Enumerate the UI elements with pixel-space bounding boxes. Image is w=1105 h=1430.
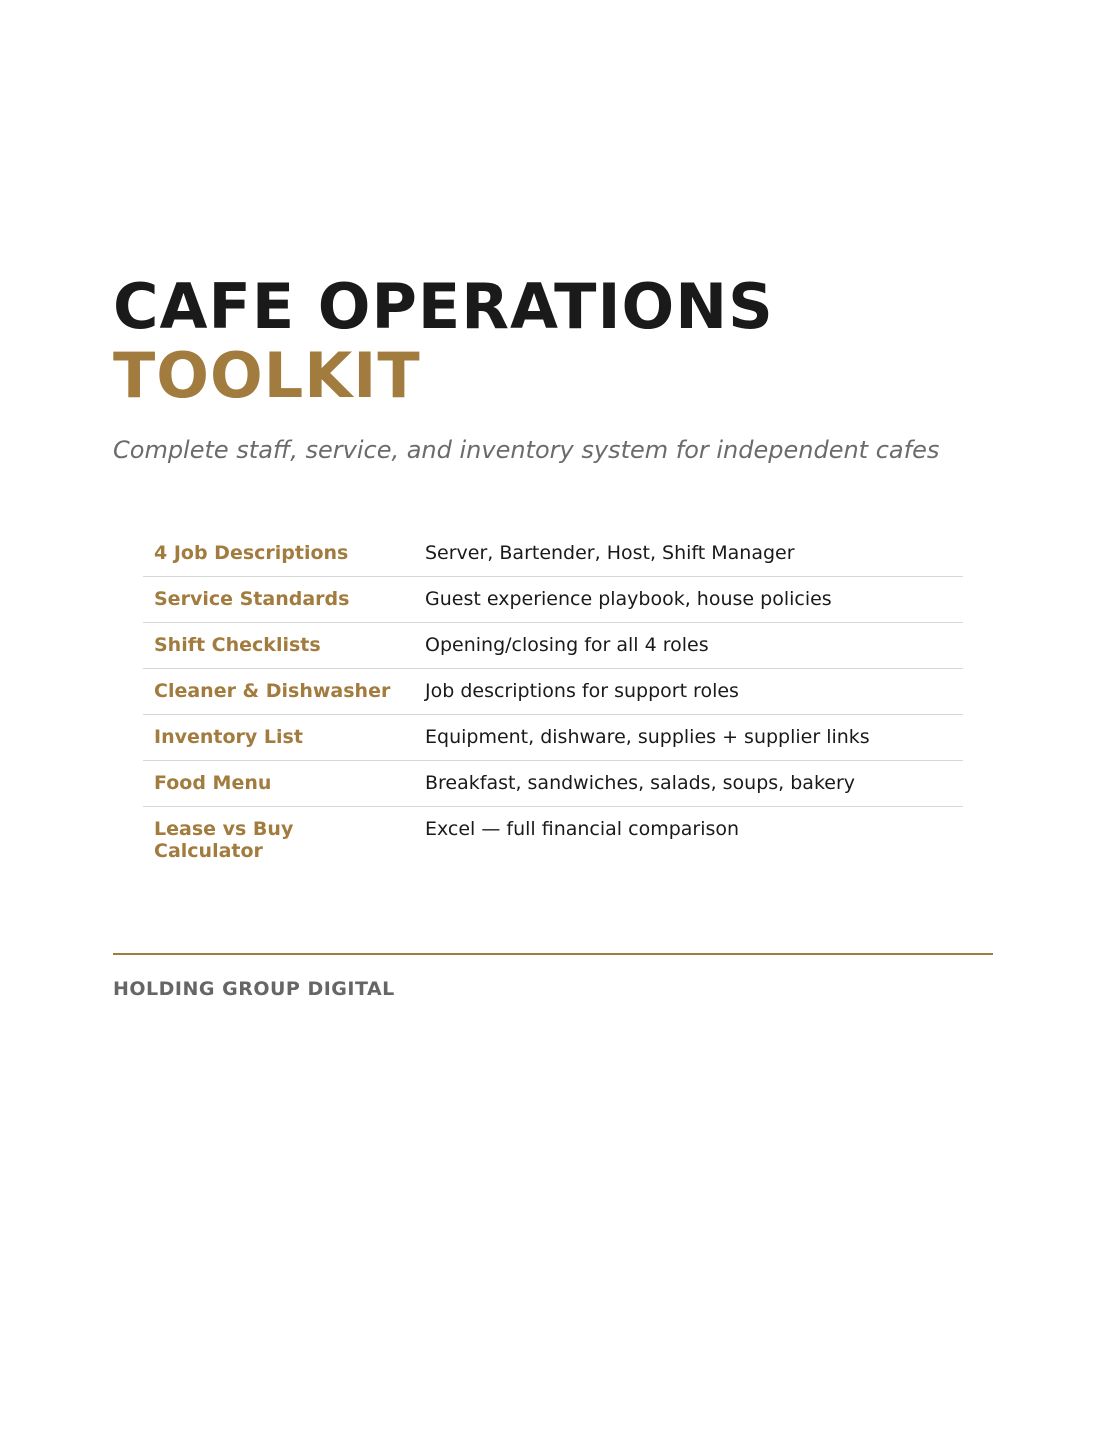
- contents-row-label: Inventory List: [154, 726, 303, 748]
- subtitle: Complete staff, service, and inventory system for independent cafes: [113, 436, 940, 464]
- contents-row: [143, 623, 963, 669]
- contents-row: [143, 807, 963, 877]
- contents-row-description: Breakfast, sandwiches, salads, soups, bakery: [425, 772, 856, 794]
- contents-table: [143, 531, 963, 877]
- contents-row-label: Service Standards: [154, 588, 350, 610]
- contents-row-description: Opening/closing for all 4 roles: [425, 634, 709, 656]
- contents-row-label: Cleaner & Dishwasher: [154, 680, 391, 702]
- title-line-2: TOOLKIT: [113, 339, 421, 412]
- footer-brand: HOLDING GROUP DIGITAL: [113, 978, 395, 1000]
- contents-row-label: Shift Checklists: [154, 634, 321, 656]
- contents-row: [143, 761, 963, 807]
- contents-row-description: Excel — full financial comparison: [425, 818, 740, 840]
- contents-row-label: 4 Job Descriptions: [154, 542, 349, 564]
- contents-row: [143, 577, 963, 623]
- contents-row-description: Server, Bartender, Host, Shift Manager: [425, 542, 795, 564]
- footer-divider: [113, 953, 993, 955]
- contents-row: [143, 531, 963, 577]
- contents-row-description: Guest experience playbook, house policies: [425, 588, 832, 610]
- contents-row-description: Equipment, dishware, supplies + supplier links: [425, 726, 870, 748]
- contents-row-label: Food Menu: [154, 772, 272, 794]
- title-line-1: CAFE OPERATIONS: [113, 270, 774, 343]
- contents-row: [143, 715, 963, 761]
- contents-row-description: Job descriptions for support roles: [425, 680, 739, 702]
- contents-row-label: Lease vs Buy Calculator: [154, 818, 294, 862]
- contents-row: [143, 669, 963, 715]
